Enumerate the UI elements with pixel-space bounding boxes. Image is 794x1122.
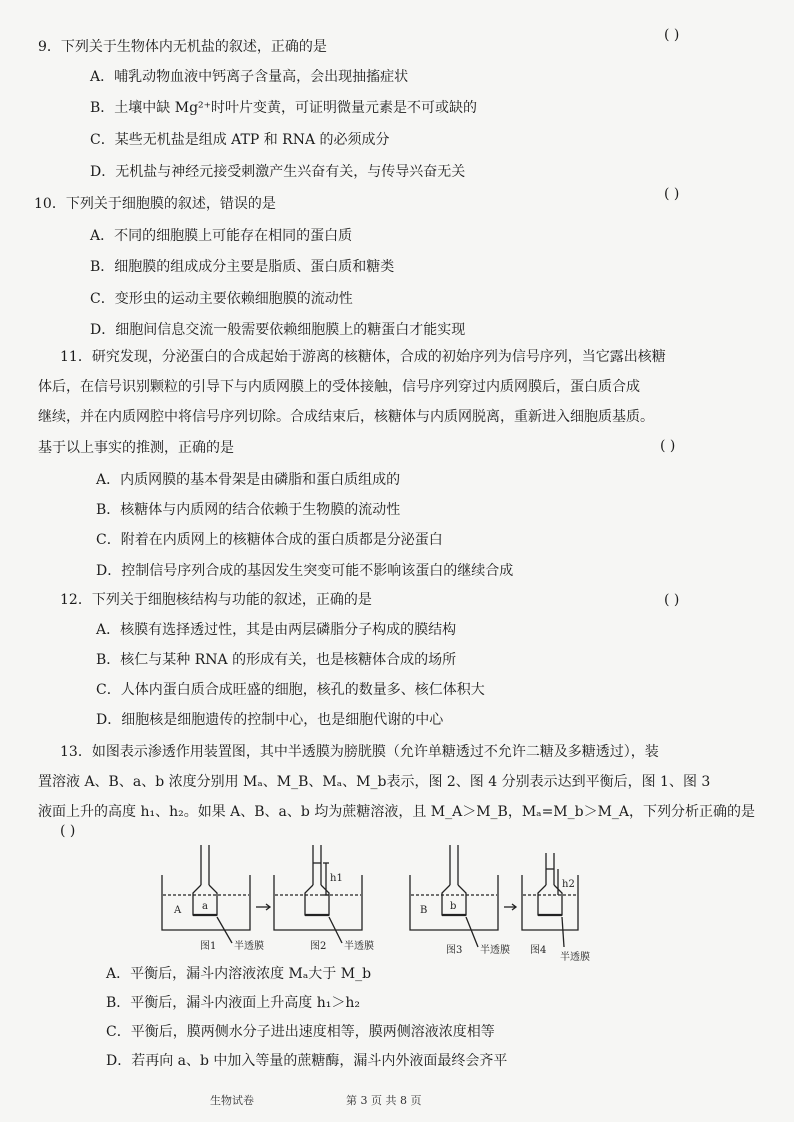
figure-3-apparatus <box>410 845 498 930</box>
q11-stem-line-4: 基于以上事实的推测，正确的是 <box>38 440 234 456</box>
q10-stem: 10．下列关于细胞膜的叙述，错误的是 <box>34 196 276 212</box>
q11-stem-line-2: 体后，在信号识别颗粒的引导下与内质网膜上的受体接触，信号序列穿过内质网膜后，蛋白质合成 <box>38 379 640 395</box>
figure-4-apparatus <box>522 853 578 930</box>
q11-answer-blank[interactable]: ( ) <box>660 438 676 454</box>
q9-option-b: B．土壤中缺 Mg²⁺时叶片变黄，可证明微量元素是不可或缺的 <box>90 100 478 116</box>
label-h2: h2 <box>562 879 575 890</box>
label-fig1: 图1 <box>200 941 217 952</box>
q11-option-c: C．附着在内质网上的核糖体合成的蛋白质都是分泌蛋白 <box>96 532 443 548</box>
osmosis-apparatus-diagram <box>160 835 590 965</box>
q11-stem-line-3: 继续，并在内质网腔中将信号序列切除。合成结束后，核糖体与内质网脱离，重新进入细胞质基质。 <box>38 409 654 425</box>
q10-option-d: D．细胞间信息交流一般需要依赖细胞膜上的糖蛋白才能实现 <box>90 322 466 338</box>
q10-answer-blank[interactable]: ( ) <box>664 186 680 202</box>
q11-option-d: D．控制信号序列合成的基因发生突变可能不影响该蛋白的继续合成 <box>96 563 514 579</box>
figure-1-apparatus <box>162 845 250 930</box>
label-membrane-2: 半透膜 <box>344 941 374 952</box>
label-solution-B: B <box>420 905 428 916</box>
label-fig2: 图2 <box>310 941 327 952</box>
q10-option-b: B．细胞膜的组成成分主要是脂质、蛋白质和糖类 <box>90 259 395 275</box>
label-membrane-3: 半透膜 <box>480 945 510 956</box>
q9-option-a: A．哺乳动物血液中钙离子含量高，会出现抽搐症状 <box>90 69 409 85</box>
label-fig3: 图3 <box>446 945 463 956</box>
q13-option-b: B．平衡后，漏斗内液面上升高度 h₁＞h₂ <box>106 995 360 1011</box>
q9-stem: 9．下列关于生物体内无机盐的叙述，正确的是 <box>38 39 327 55</box>
q9-option-c: C．某些无机盐是组成 ATP 和 RNA 的必须成分 <box>90 132 390 148</box>
q9-answer-blank[interactable]: ( ) <box>664 27 680 43</box>
q13-stem-line-2: 置溶液 A、B、a、b 浓度分别用 Mₐ、M_B、Mₐ、M_b表示，图 2、图 4 分别表示达到平衡后，图 1、图 3 <box>38 774 711 790</box>
label-solution-a: a <box>202 901 208 912</box>
q10-option-c: C．变形虫的运动主要依赖细胞膜的流动性 <box>90 291 353 307</box>
q13-stem-line-3: 液面上升的高度 h₁、h₂。如果 A、B、a、b 均为蔗糖溶液，且 M_A＞M_B，Mₐ=M_b＞M_A，下列分析正确的是 <box>38 804 756 820</box>
q11-option-a: A．内质网膜的基本骨架是由磷脂和蛋白质组成的 <box>96 472 401 488</box>
q12-stem: 12．下列关于细胞核结构与功能的叙述，正确的是 <box>60 592 372 608</box>
label-membrane-1: 半透膜 <box>234 941 264 952</box>
label-h1: h1 <box>330 873 343 884</box>
q13-option-c: C．平衡后，膜两侧水分子进出速度相等，膜两侧溶液浓度相等 <box>106 1024 495 1040</box>
q12-option-b: B．核仁与某种 RNA 的形成有关，也是核糖体合成的场所 <box>96 652 457 668</box>
footer-page-number: 第 3 页 共 8 页 <box>346 1094 422 1107</box>
q13-option-a: A．平衡后，漏斗内溶液浓度 Mₐ大于 M_b <box>106 966 372 982</box>
figure-2-apparatus <box>274 845 362 930</box>
q11-stem-line-1: 11．研究发现，分泌蛋白的合成起始于游离的核糖体，合成的初始序列为信号序列，当它露出核糖 <box>60 349 666 365</box>
label-membrane-4: 半透膜 <box>560 952 590 963</box>
q11-option-b: B．核糖体与内质网的结合依赖于生物膜的流动性 <box>96 502 401 518</box>
q12-option-a: A．核膜有选择透过性，其是由两层磷脂分子构成的膜结构 <box>96 622 457 638</box>
q13-answer-blank[interactable]: ( ) <box>60 823 76 839</box>
q12-option-d: D．细胞核是细胞遗传的控制中心，也是细胞代谢的中心 <box>96 712 444 728</box>
q12-option-c: C．人体内蛋白质合成旺盛的细胞，核孔的数量多、核仁体积大 <box>96 682 485 698</box>
label-fig4: 图4 <box>530 945 547 956</box>
q9-option-d: D．无机盐与神经元接受刺激产生兴奋有关，与传导兴奋无关 <box>90 164 466 180</box>
label-solution-A: A <box>174 905 182 916</box>
q10-option-a: A．不同的细胞膜上可能存在相同的蛋白质 <box>90 228 353 244</box>
q13-option-d: D．若再向 a、b 中加入等量的蔗糖酶，漏斗内外液面最终会齐平 <box>106 1053 508 1069</box>
footer-subject: 生物试卷 <box>210 1094 254 1107</box>
q12-answer-blank[interactable]: ( ) <box>664 592 680 608</box>
q13-stem-line-1: 13．如图表示渗透作用装置图，其中半透膜为膀胱膜（允许单糖透过不允许二糖及多糖透过），装 <box>60 744 659 760</box>
label-solution-b: b <box>450 901 457 912</box>
